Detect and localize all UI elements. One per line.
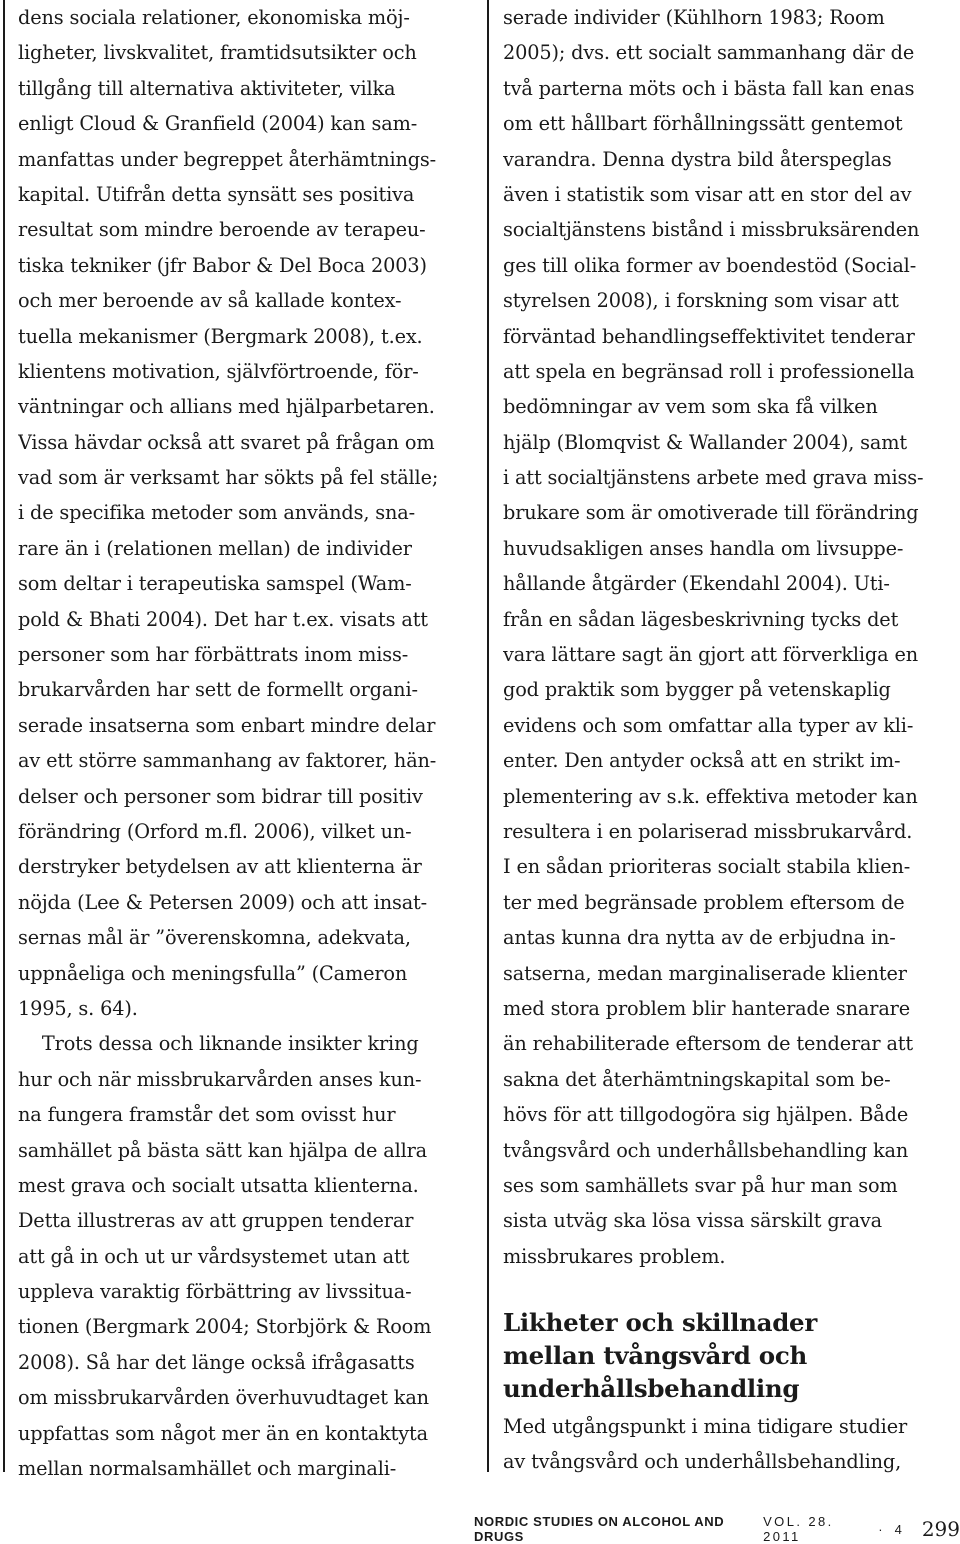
text-line: uppnåeliga och meningsfulla” (Cameron <box>18 961 408 985</box>
text-line: tvångsvård och underhållsbehandling kan <box>503 1138 909 1162</box>
text-line: missbrukares problem. <box>503 1244 726 1268</box>
text-line: resultat som mindre beroende av terapeu- <box>18 218 426 242</box>
text-line: tiska tekniker (jfr Babor & Del Boca 2003) <box>18 253 427 277</box>
text-line: rare än i (relationen mellan) de individer <box>18 536 412 560</box>
text-line: att spela en begränsad roll i professionella <box>503 359 915 383</box>
text-line: socialtjänstens bistånd i missbruksärenden <box>503 218 920 242</box>
text-line: tuella mekanismer (Bergmark 2008), t.ex. <box>18 324 423 348</box>
text-line: Detta illustreras av att gruppen tenderar <box>18 1209 414 1233</box>
text-line: uppfattas som något mer än en kontaktyta <box>18 1421 428 1445</box>
text-line: även i statistik som visar att en stor del av <box>503 182 912 206</box>
text-line: väntningar och allians med hjälparbetaren. <box>18 395 435 419</box>
text-line: i att socialtjänstens arbete med grava miss- <box>503 466 924 490</box>
text-line: nöjda (Lee & Petersen 2009) och att insat- <box>18 890 428 914</box>
text-line: att gå in och ut ur vårdsystemet utan att <box>18 1244 410 1268</box>
text-line: resultera i en polariserad missbrukarvård. <box>503 819 913 843</box>
text-line: hållande åtgärder (Ekendahl 2004). Uti- <box>503 572 890 596</box>
right-text-column <box>503 0 955 1274</box>
text-line: ligheter, livskvalitet, framtidsutsikter och <box>18 41 417 65</box>
text-line: förväntad behandlingseffektivitet tenderar <box>503 324 915 348</box>
text-line: sakna det återhämtningskapital som be- <box>503 1067 891 1091</box>
text-line: samhället på bästa sätt kan hjälpa de allra <box>18 1138 428 1162</box>
text-line: vara lättare sagt än gjort att förverkliga en <box>503 643 918 667</box>
text-line: som deltar i terapeutiska samspel (Wam- <box>18 572 412 596</box>
text-line: än rehabiliterade eftersom de tenderar att <box>503 1032 913 1056</box>
section-heading <box>503 1306 955 1405</box>
text-line: om missbrukarvården överhuvudtaget kan <box>18 1386 429 1410</box>
text-line: pold & Bhati 2004). Det har t.ex. visats att <box>18 607 428 631</box>
right-text-column-continued <box>503 1409 955 1480</box>
text-line: och mer beroende av så kallade kontex- <box>18 289 402 313</box>
text-line: hövs för att tillgodogöra sig hjälpen. Både <box>503 1103 909 1127</box>
text-line: 2005); dvs. ett socialt sammanhang där de <box>503 41 915 65</box>
text-line: hjälp (Blomqvist & Wallander 2004), samt <box>503 430 907 454</box>
text-line: med stora problem blir hanterade snarare <box>503 996 911 1020</box>
text-line: styrelsen 2008), i forskning som visar att <box>503 289 899 313</box>
text-line: 2008). Så har det länge också ifrågasatts <box>18 1350 415 1374</box>
text-line: Trots dessa och liknande insikter kring <box>18 1032 419 1056</box>
left-text-column <box>18 0 470 1486</box>
volume-label: VOL. 28. 2011 <box>763 1514 834 1544</box>
text-line: ses som samhällets svar på hur man som <box>503 1173 898 1197</box>
text-line: plementering av s.k. effektiva metoder kan <box>503 784 918 808</box>
text-line: Med utgångspunkt i mina tidigare studier <box>503 1415 908 1438</box>
page-footer <box>474 1516 960 1542</box>
text-line: i de specifika metoder som används, sna- <box>18 501 416 525</box>
text-line: av tvångsvård och underhållsbehandling, <box>503 1450 902 1474</box>
text-line: om ett hållbart förhållningssätt gentemot <box>503 112 903 136</box>
text-line: mellan normalsamhället och marginali- <box>18 1457 397 1481</box>
text-line: tillgång till alternativa aktiviteter, vilka <box>18 76 396 100</box>
text-line: kapital. Utifrån detta synsätt ses positiva <box>18 182 415 206</box>
text-line: manfattas under begreppet återhämtnings- <box>18 147 437 171</box>
left-margin-rule <box>3 0 5 1472</box>
text-line: bedömningar av vem som ska få vilken <box>503 395 878 419</box>
text-line: förändring (Orford m.fl. 2006), vilket un- <box>18 819 412 843</box>
text-line: serade insatserna som enbart mindre delar <box>18 713 436 737</box>
text-line: sista utväg ska lösa vissa särskilt grava <box>503 1209 883 1233</box>
text-line: dens sociala relationer, ekonomiska möj- <box>18 6 410 29</box>
text-line: delser och personer som bidrar till positiv <box>18 784 423 808</box>
text-line: sernas mål är ”överenskomna, adekvata, <box>18 926 411 950</box>
text-line: mest grava och socialt utsatta klienterna. <box>18 1173 419 1197</box>
text-line: enligt Cloud & Granfield (2004) kan sam- <box>18 112 418 136</box>
text-line: brukare som är omotiverade till förändring <box>503 501 919 525</box>
section-heading-line: mellan tvångsvård och <box>503 1341 807 1370</box>
issue-number: 4 <box>894 1521 902 1537</box>
text-line: ter med begränsade problem eftersom de <box>503 890 905 914</box>
text-line: god praktik som bygger på vetenskaplig <box>503 678 891 702</box>
text-line: antas kunna dra nytta av de erbjudna in- <box>503 926 896 950</box>
text-line: Vissa hävdar också att svaret på frågan om <box>18 430 435 454</box>
text-line: tionen (Bergmark 2004; Storbjörk & Room <box>18 1315 432 1339</box>
text-line: na fungera framstår det som ovisst hur <box>18 1103 396 1127</box>
text-line: 1995, s. 64). <box>18 996 138 1020</box>
text-line: brukarvården har sett de formellt organi- <box>18 678 418 702</box>
text-line: ges till olika former av boendestöd (Social- <box>503 253 917 277</box>
text-line: två parterna möts och i bästa fall kan enas <box>503 76 915 100</box>
page-number: 299 <box>921 1517 960 1541</box>
journal-name: NORDIC STUDIES ON ALCOHOL AND DRUGS <box>474 1514 725 1544</box>
section-heading-line: Likheter och skillnader <box>503 1308 817 1337</box>
text-line: personer som har förbättrats inom miss- <box>18 643 409 667</box>
text-line: av ett större sammanhang av faktorer, hän- <box>18 749 437 773</box>
text-line: I en sådan prioriteras socialt stabila klien- <box>503 855 911 879</box>
text-line: hur och när missbrukarvården anses kun- <box>18 1067 422 1091</box>
text-line: satserna, medan marginaliserade klienter <box>503 961 907 985</box>
text-line: evidens och som omfattar alla typer av kli- <box>503 713 914 737</box>
text-line: vad som är verksamt har sökts på fel ställe; <box>18 466 439 490</box>
column-divider-rule <box>487 0 489 1472</box>
section-heading-line: underhållsbehandling <box>503 1374 800 1403</box>
text-line: derstryker betydelsen av att klienterna är <box>18 855 422 879</box>
footer-separator: · <box>878 1521 883 1537</box>
text-line: huvudsakligen anses handla om livsuppe- <box>503 536 904 560</box>
text-line: serade individer (Kühlhorn 1983; Room <box>503 6 885 29</box>
text-line: från en sådan lägesbeskrivning tycks det <box>503 607 899 631</box>
text-line: uppleva varaktig förbättring av livssitua- <box>18 1280 412 1304</box>
text-line: enter. Den antyder också att en strikt im- <box>503 749 901 773</box>
text-line: klientens motivation, självförtroende, för- <box>18 359 419 383</box>
text-line: varandra. Denna dystra bild återspeglas <box>503 147 892 171</box>
